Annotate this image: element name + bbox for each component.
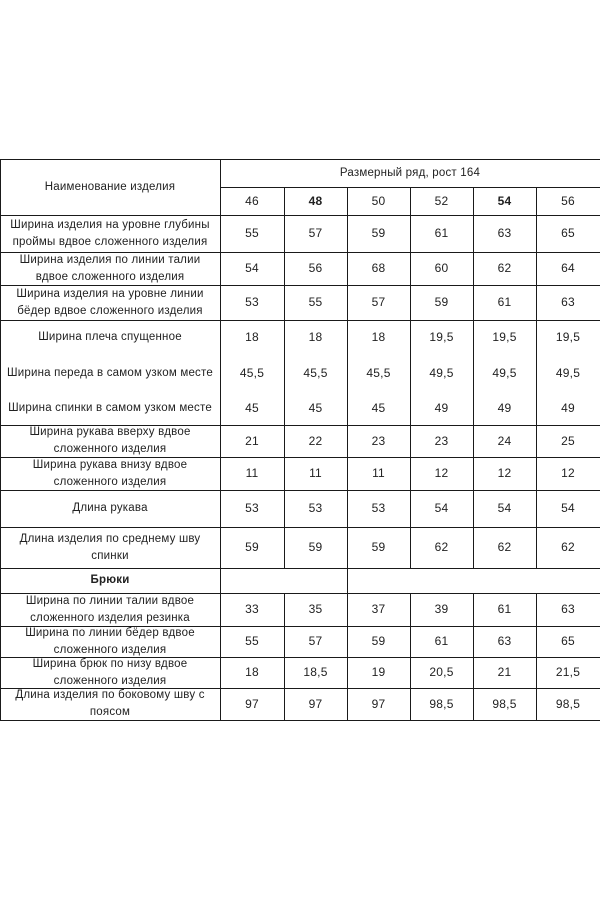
row-label: Ширина рукава внизу вдвое сложенного изделия	[32, 458, 188, 488]
value-cell: 61	[434, 634, 449, 648]
size-50: 50	[371, 193, 386, 208]
h-grid-line	[0, 425, 600, 426]
row-label: Ширина по линии бёдер вдвое сложенного изделия	[25, 626, 195, 656]
value-cell: 54	[245, 261, 259, 275]
value-cell: 21,5	[555, 665, 581, 679]
value-cell: 39	[434, 602, 449, 616]
table-left-border	[0, 159, 1, 721]
section-label-trousers: Брюки	[90, 574, 130, 586]
h-grid-line	[0, 457, 600, 458]
value-cell: 53	[245, 295, 259, 309]
h-grid-line	[0, 626, 600, 627]
value-cell: 18,5	[303, 665, 328, 679]
value-cell: 59	[245, 540, 259, 554]
value-cell: 53	[371, 501, 386, 515]
value-cell: 62	[561, 540, 575, 554]
h-grid-line	[0, 568, 600, 569]
value-cell: 37	[371, 602, 386, 616]
row-label: Ширина изделия на уровне линии бёдер вдвое сложенного изделия	[16, 287, 204, 317]
value-cell: 65	[561, 634, 575, 648]
value-cell: 25	[561, 433, 575, 448]
table-top-border	[0, 159, 600, 160]
value-cell: 49	[561, 400, 575, 415]
value-cell: 45	[371, 400, 386, 415]
value-cell: 68	[371, 261, 386, 275]
value-cell: 63	[561, 602, 575, 616]
value-cell: 45,5	[303, 365, 328, 380]
v-grid-line	[284, 187, 285, 568]
value-cell: 18	[245, 330, 259, 344]
value-cell: 98,5	[492, 696, 517, 711]
row-label: Ширина рукава вверху вдвое сложенного изделия	[29, 426, 191, 455]
value-cell: 60	[434, 261, 449, 275]
v-grid-line	[410, 593, 411, 721]
value-cell: 54	[561, 501, 575, 515]
value-cell: 63	[561, 295, 575, 309]
row-label: Ширина изделия на уровне глубины проймы вдвое сложенного изделия	[10, 218, 210, 248]
row-label: Ширина переда в самом узком месте	[7, 366, 213, 379]
v-grid-line	[410, 187, 411, 568]
value-cell: 97	[308, 696, 323, 711]
value-cell: 33	[245, 602, 259, 616]
value-cell: 20,5	[429, 665, 454, 679]
h-grid-line	[0, 688, 600, 689]
value-cell: 98,5	[429, 696, 454, 711]
v-grid-line	[536, 187, 537, 568]
h-grid-line	[0, 527, 600, 528]
value-cell: 59	[371, 226, 386, 240]
value-cell	[220, 568, 284, 593]
value-cell: 62	[434, 540, 449, 554]
h-grid-line	[0, 320, 600, 321]
value-cell: 55	[245, 634, 259, 648]
value-cell: 23	[371, 433, 386, 448]
value-cell: 49	[434, 400, 449, 415]
row-label: Длина рукава	[72, 502, 148, 514]
value-cell: 18	[371, 330, 386, 344]
value-cell: 54	[434, 501, 449, 515]
value-cell: 45	[308, 400, 323, 415]
value-cell: 22	[308, 433, 323, 448]
value-cell: 49,5	[555, 365, 581, 380]
v-grid-line	[347, 593, 348, 721]
value-cell	[536, 568, 600, 593]
size-range-header: Размерный ряд, рост 164	[339, 167, 481, 179]
value-cell: 24	[497, 433, 512, 448]
h-grid-line	[0, 215, 600, 216]
value-cell: 18	[245, 665, 259, 679]
value-cell: 12	[434, 466, 449, 480]
h-grid-line	[0, 593, 600, 594]
value-cell: 59	[371, 634, 386, 648]
v-grid-line	[347, 187, 348, 568]
value-cell: 59	[371, 540, 386, 554]
value-cell: 64	[561, 261, 575, 275]
v-grid-line	[473, 593, 474, 721]
size-56: 56	[561, 193, 575, 208]
size-54: 54	[497, 193, 512, 208]
h-grid-line	[0, 657, 600, 658]
value-cell	[410, 568, 473, 593]
value-cell: 65	[561, 226, 575, 240]
value-cell: 54	[497, 501, 512, 515]
v-grid-line	[536, 593, 537, 721]
value-cell: 61	[497, 295, 512, 309]
value-cell: 59	[308, 540, 323, 554]
value-cell: 62	[497, 540, 512, 554]
v-grid-line	[347, 568, 348, 593]
value-cell: 19,5	[429, 330, 454, 344]
value-cell: 45,5	[239, 365, 265, 380]
value-cell: 57	[371, 295, 386, 309]
value-cell: 11	[245, 466, 259, 480]
value-cell: 55	[245, 226, 259, 240]
value-cell: 23	[434, 433, 449, 448]
value-cell: 53	[308, 501, 323, 515]
value-cell: 53	[245, 501, 259, 515]
value-cell: 11	[309, 466, 322, 480]
value-cell: 45,5	[366, 365, 391, 380]
value-cell: 21	[497, 665, 512, 679]
value-cell	[347, 568, 410, 593]
value-cell: 59	[434, 295, 449, 309]
value-cell: 12	[561, 466, 575, 480]
value-cell: 63	[497, 226, 512, 240]
h-grid-line	[0, 490, 600, 491]
value-cell: 57	[308, 226, 323, 240]
value-cell: 62	[497, 261, 512, 275]
row-label: Длина изделия по боковому шву с поясом	[15, 689, 205, 718]
value-cell: 35	[308, 602, 323, 616]
row-label: Длина изделия по среднему шву спинки	[19, 532, 201, 562]
name-column-header: Наименование изделия	[44, 181, 176, 193]
value-cell: 57	[308, 634, 323, 648]
value-cell: 49,5	[429, 365, 454, 380]
row-label: Ширина изделия по линии талии вдвое сложенного изделия	[19, 253, 201, 283]
value-cell: 19,5	[492, 330, 517, 344]
value-cell: 61	[434, 226, 449, 240]
h-grid-line	[0, 252, 600, 253]
value-cell: 21	[245, 433, 259, 448]
v-grid-line	[220, 159, 221, 721]
value-cell: 61	[497, 602, 512, 616]
value-cell: 49,5	[492, 365, 517, 380]
value-cell: 56	[308, 261, 323, 275]
table-bottom-border	[0, 720, 600, 721]
value-cell: 55	[308, 295, 323, 309]
size-48: 48	[308, 193, 323, 208]
value-cell: 45	[245, 400, 259, 415]
size-52: 52	[434, 193, 449, 208]
h-grid-line	[0, 285, 600, 286]
v-grid-line	[473, 187, 474, 568]
size-46: 46	[245, 193, 259, 208]
v-grid-line	[284, 593, 285, 721]
value-cell: 19,5	[555, 330, 581, 344]
value-cell	[284, 568, 347, 593]
row-label: Ширина плеча спущенное	[38, 331, 182, 343]
row-label: Ширина по линии талии вдвое сложенного изделия резинка	[25, 594, 195, 624]
row-label: Ширина спинки в самом узком месте	[8, 401, 212, 414]
value-cell: 11	[372, 466, 385, 480]
row-label: Ширина брюк по низу вдвое сложенного изделия	[32, 657, 188, 687]
value-cell: 97	[371, 696, 386, 711]
value-cell: 97	[245, 696, 259, 711]
value-cell: 12	[497, 466, 512, 480]
value-cell: 19	[371, 665, 386, 679]
value-cell: 63	[497, 634, 512, 648]
value-cell: 18	[308, 330, 323, 344]
value-cell: 98,5	[555, 696, 581, 711]
value-cell	[473, 568, 536, 593]
value-cell: 49	[497, 400, 512, 415]
